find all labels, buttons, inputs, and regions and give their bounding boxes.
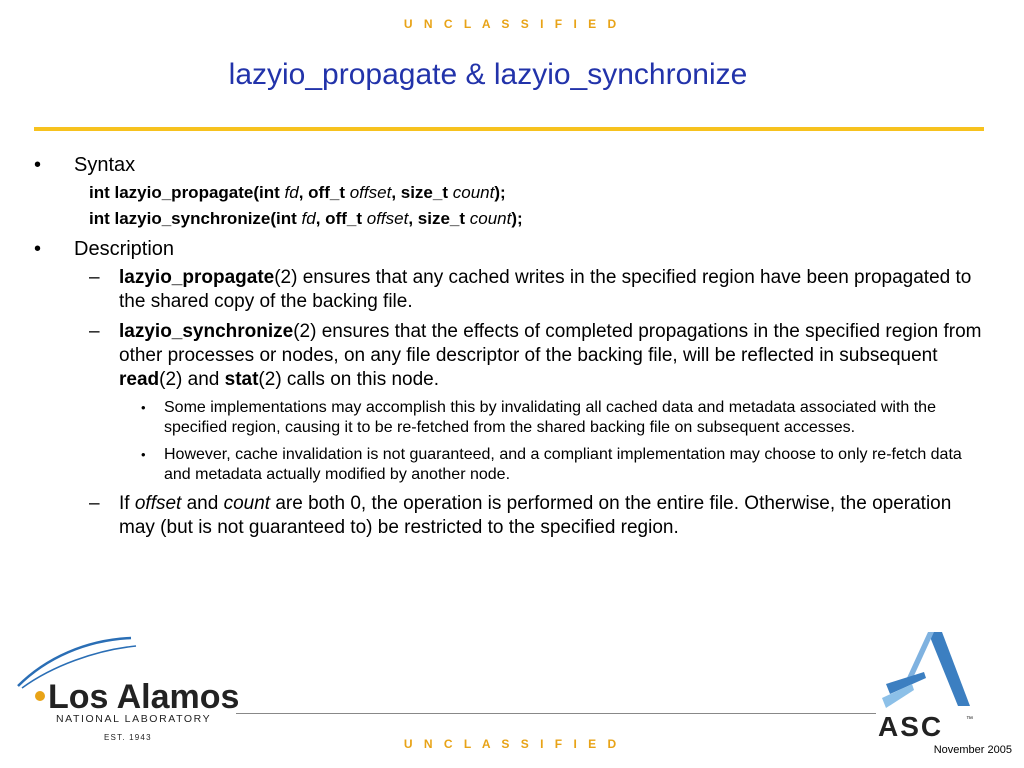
small-bullet-mark: • [141, 447, 146, 462]
function-ref: read [119, 369, 160, 390]
sig-text: int lazyio_synchronize(int [89, 209, 302, 228]
sig-text: , size_t [408, 209, 470, 228]
title-underline [34, 127, 984, 131]
sig-param: offset [366, 209, 409, 228]
lanl-subtitle: NATIONAL LABORATORY [56, 713, 212, 725]
bullet-syntax [0, 152, 1024, 178]
los-alamos-logo [16, 636, 241, 748]
dash-mark: – [89, 493, 100, 514]
sig-text: , off_t [315, 209, 367, 228]
asc-wordmark: ASC [878, 711, 944, 740]
dash-mark: – [89, 321, 100, 342]
item-text: (2) ensures that the effects of completed propagations in the specified region from other processes or nodes, on any file descriptor of the backing file, will be reflected in subsequent [119, 321, 982, 366]
asc-a-left-leg [906, 632, 934, 680]
description-item-offset-count [0, 492, 1024, 540]
sub-bullet-invalidate [0, 398, 1024, 438]
item-text: (2) ensures that any cached writes in the specified region have been propagated to the shared copy of the backing file. [119, 267, 972, 312]
dash-mark: – [89, 267, 100, 288]
function-ref: stat [224, 369, 259, 390]
description-heading: Description [74, 238, 175, 260]
sig-text: , off_t [298, 183, 350, 202]
item-text: and [181, 493, 224, 514]
function-name: lazyio_propagate [119, 267, 275, 288]
syntax-propagate [0, 180, 1024, 206]
lanl-name: Los Alamos [48, 678, 240, 716]
trademark: ™ [966, 716, 973, 723]
sig-text: , size_t [391, 183, 453, 202]
lanl-established: EST. 1943 [104, 733, 152, 742]
slide-body [0, 152, 1024, 546]
sig-param: fd [284, 183, 299, 202]
syntax-heading: Syntax [74, 154, 136, 176]
sig-param: count [452, 183, 495, 202]
asc-a-right-leg [928, 632, 970, 706]
sub-text: Some implementations may accomplish this by invalidating all cached data and metadata associated with the specified region, causing it to be re-fetched from the shared backing file on subsequent accesses. [164, 399, 936, 436]
param-ref: offset [134, 493, 182, 514]
param-ref: count [223, 493, 271, 514]
syntax-synchronize [0, 206, 1024, 232]
small-bullet-mark: • [141, 400, 146, 415]
function-name: lazyio_synchronize [119, 321, 294, 342]
item-text: If [119, 493, 135, 514]
slide-title: lazyio_propagate & lazyio_synchronize [228, 58, 748, 91]
sig-text: ); [511, 209, 523, 228]
logo-dot [35, 691, 45, 701]
item-text: are both 0, the operation is performed on the entire file. Otherwise, the operation may (but is not guaranteed to) be restricted to the specified region. [119, 493, 952, 538]
classification-footer: U N C L A S S I F I E D [403, 737, 621, 751]
item-text: (2) and [159, 369, 225, 390]
sig-param: count [469, 209, 512, 228]
sub-text: However, cache invalidation is not guaranteed, and a compliant implementation may choose to only re-fetch data and metadata actually modified by another node. [164, 446, 962, 483]
classification-header: U N C L A S S I F I E D [403, 17, 621, 31]
item-text: (2) calls on this node. [258, 369, 440, 390]
sig-text: ); [494, 183, 506, 202]
asc-logo [872, 628, 982, 740]
sig-param: fd [301, 209, 316, 228]
sig-text: int lazyio_propagate(int [89, 183, 285, 202]
description-item-propagate [0, 266, 1024, 314]
bullet-mark: • [34, 154, 42, 176]
footer-date: November 2005 [933, 744, 1012, 756]
footer-rule [236, 713, 876, 714]
sig-param: offset [349, 183, 392, 202]
bullet-description [0, 236, 1024, 262]
description-item-synchronize [0, 320, 1024, 392]
bullet-mark: • [34, 238, 42, 260]
sub-bullet-not-guaranteed [0, 445, 1024, 485]
